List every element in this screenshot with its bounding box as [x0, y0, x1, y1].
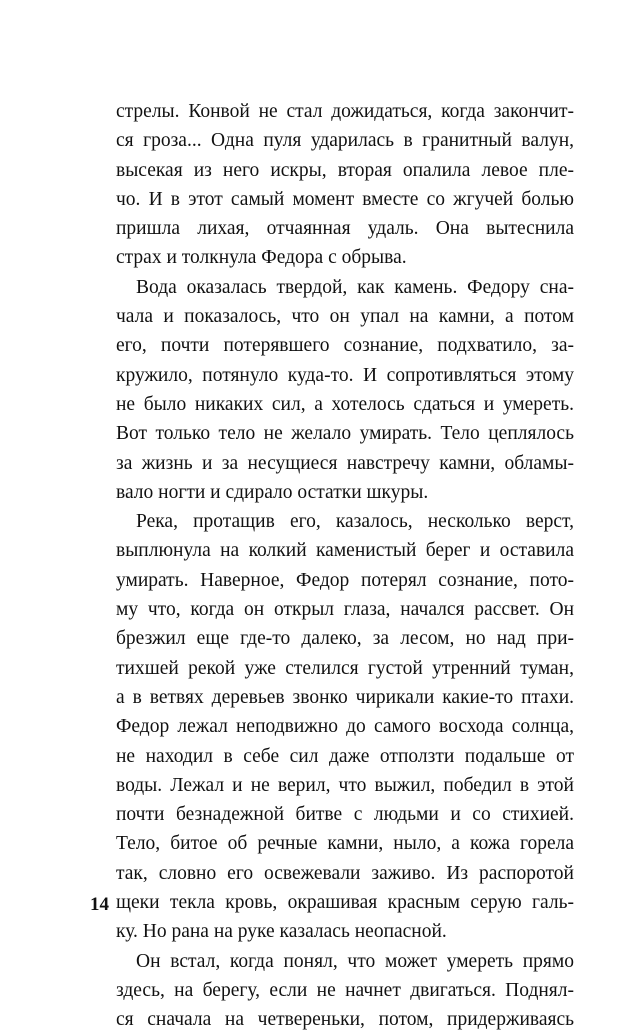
text-line: Вода оказалась твердой, как камень. Федору сна- — [136, 276, 574, 298]
text-line: Федор лежал неподвижно до самого восхода солнца, — [116, 716, 574, 738]
paragraph-4 — [116, 947, 574, 1035]
text-line: Река, протащив его, казалось, несколько верст, — [136, 511, 574, 533]
text-line: кружило, потянуло куда-то. И сопротивляться этому — [116, 364, 574, 386]
text-line: Он встал, когда понял, что может умереть прямо — [136, 950, 574, 972]
text-line: чала и показалось, что он упал на камни, а потом — [116, 306, 574, 328]
text-line: высекая из него искры, вторая опалила левое пле- — [116, 159, 574, 181]
text-line: его, почти потерявшего сознание, подхватило, за- — [116, 335, 574, 357]
paragraph-1 — [116, 97, 574, 273]
paragraph-3 — [116, 507, 574, 946]
text-line: ку. Но рана на руке казалась неопасной. — [116, 921, 447, 943]
text-line: выплюнула на колкий каменистый берег и оставила — [116, 540, 574, 562]
text-line: здесь, на берегу, если не начнет двигаться. Поднял- — [116, 979, 574, 1001]
text-line: щеки текла кровь, окрашивая красным серую галь- — [116, 892, 574, 914]
text-line: пришла лихая, отчаянная удаль. Она вытеснила — [116, 218, 574, 240]
text-line: не было никаких сил, а хотелось сдаться и умереть. — [116, 393, 574, 415]
text-line: ся сначала на четвереньки, потом, придерживаясь — [116, 1009, 574, 1031]
text-line: умирать. Наверное, Федор потерял сознание, пото- — [116, 569, 574, 591]
text-line: воды. Лежал и не верил, что выжил, победил в этой — [116, 774, 574, 796]
text-line: страх и толкнула Федора с обрыва. — [116, 247, 407, 269]
text-line: за жизнь и за несущиеся навстречу камни, обламы- — [116, 452, 574, 474]
text-line: вало ногти и сдирало остатки шкуры. — [116, 481, 429, 503]
text-line: Вот только тело не желало умирать. Тело цеплялось — [116, 423, 574, 445]
paragraph-2 — [116, 273, 574, 507]
page-number: 14 — [90, 894, 109, 915]
text-line: брезжил еще где-то далеко, за лесом, но над при- — [116, 628, 574, 650]
text-line: стрелы. Конвой не стал дожидаться, когда закончит- — [116, 101, 574, 122]
text-line: ся гроза... Одна пуля ударилась в гранитный валун, — [116, 130, 574, 152]
text-line: му что, когда он открыл глаза, начался рассвет. Он — [116, 599, 574, 621]
text-line: не находил в себе сил даже отползти подальше от — [116, 745, 574, 767]
page-body-text — [116, 97, 574, 1035]
text-line: Тело, битое об речные камни, ныло, а кожа горела — [116, 833, 574, 855]
text-line: чо. И в этот самый момент вместе со жгучей болью — [116, 188, 574, 210]
text-line: почти безнадежной битве с людьми и со стихией. — [116, 804, 574, 826]
text-line: так, словно его освежевали заживо. Из распоротой — [116, 862, 574, 884]
text-line: а в ветвях деревьев звонко чирикали какие-то птахи. — [116, 686, 574, 708]
text-line: тихшей рекой уже стелился густой утренний туман, — [116, 657, 574, 679]
